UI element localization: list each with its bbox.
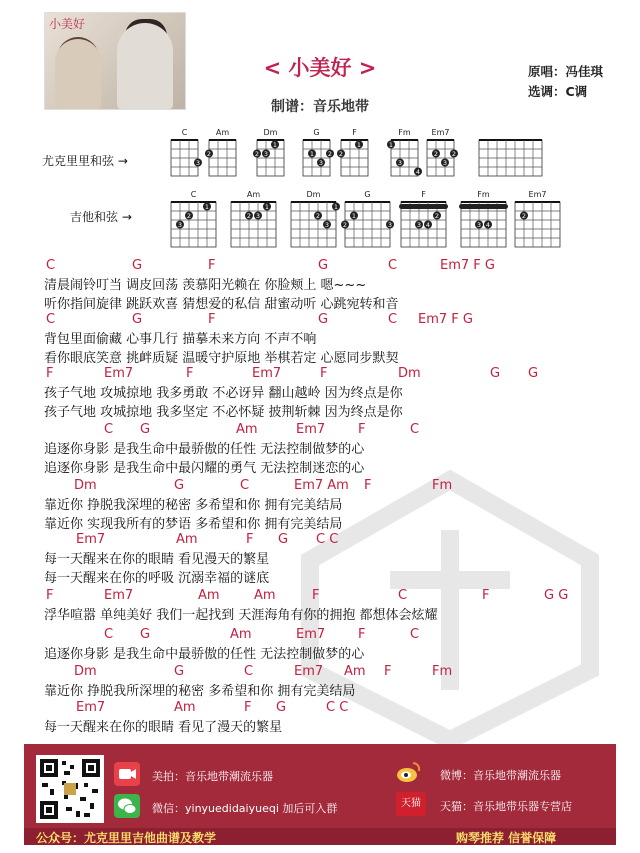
chord-label: Dm	[74, 478, 97, 493]
chord-label: F	[358, 627, 366, 642]
svg-text:3: 3	[177, 221, 183, 230]
chord-name: C	[190, 190, 197, 199]
chord-label: G	[132, 312, 143, 327]
chord-diagram	[226, 200, 281, 249]
chord-diagram	[456, 200, 511, 249]
chord-label: Em7	[296, 422, 326, 437]
chord-label: Dm	[74, 664, 97, 679]
chord-diagram	[286, 200, 341, 249]
guitar-label: 吉他和弦 →	[70, 210, 132, 224]
chord-label: C	[240, 478, 250, 493]
chord-name: Am	[215, 128, 230, 137]
lyric-line: 靠近你 挣脱我深埋的秘密 多希望和你 拥有完美结局	[44, 498, 343, 513]
chord-label: Am	[254, 588, 276, 603]
chord-label: C	[388, 258, 398, 273]
chord-label: Am	[236, 422, 258, 437]
chord-label: G	[140, 627, 151, 642]
chord-name: F	[352, 128, 357, 137]
svg-text:4: 4	[415, 168, 421, 177]
ukulele-chord-g	[298, 128, 335, 178]
chord-label: G	[174, 664, 185, 679]
svg-text:2: 2	[186, 212, 192, 221]
chord-name: C	[181, 128, 188, 137]
finger-dot	[386, 221, 394, 230]
chord-diagram	[340, 200, 395, 249]
svg-text:3: 3	[318, 159, 324, 168]
lyric-line: 追逐你身影 是我生命中最骄傲的任性 无法控制做梦的心	[44, 647, 365, 662]
public-account: 公众号：尤克里里吉他曲谱及教学	[36, 831, 217, 845]
svg-text:2: 2	[338, 150, 344, 159]
chord-diagram	[386, 138, 423, 178]
chord-label: F	[312, 588, 320, 603]
lyric-line: 背包里面偷藏 心事几行 描摹未来方向 不声不响	[44, 332, 317, 347]
tmall-store: 天猫：音乐地带乐器专营店	[440, 800, 572, 813]
chord-name: Em7	[431, 128, 450, 137]
lyric-line: 浮华喧嚣 单纯美好 我们一起找到 天涯海角有你的拥抱 都想体会炫耀	[44, 608, 438, 623]
guitar-chord-g	[340, 190, 395, 249]
chord-label: G	[528, 366, 539, 381]
chord-diagram	[336, 138, 373, 178]
svg-text:2: 2	[206, 150, 212, 159]
chord-label: Em7	[252, 366, 282, 381]
svg-text:3: 3	[195, 159, 201, 168]
svg-text:3: 3	[476, 221, 482, 230]
guitar-chord-fm	[456, 190, 511, 249]
chord-label: Am	[176, 532, 198, 547]
ukulele-chord-blank	[474, 128, 547, 178]
lyric-line: 听你指间旋律 跳跃欢喜 猜想爱的私信 甜蜜动听 心跳宛转和音	[44, 297, 399, 312]
svg-text:3: 3	[442, 159, 448, 168]
ukulele-label: 尤克里里和弦 →	[42, 154, 128, 168]
svg-text:4: 4	[485, 221, 491, 230]
lyric-line: 追逐你身影 是我生命中最闪耀的勇气 无法控制迷恋的心	[44, 461, 365, 476]
chord-name: Dm	[263, 128, 278, 137]
chord-label: F	[482, 588, 490, 603]
chord-name: Fm	[477, 190, 490, 199]
svg-text:2: 2	[342, 221, 348, 230]
chord-label: G	[174, 478, 185, 493]
lyric-line: 清晨闹铃叮当 调皮回荡 羡慕阳光赖在 你脸颊上 嗯~~~	[44, 278, 367, 293]
svg-text:1: 1	[309, 150, 315, 159]
finger-dot	[414, 168, 422, 177]
ukulele-chord-f	[336, 128, 373, 178]
ukulele-chord-c	[166, 128, 203, 178]
svg-text:1: 1	[333, 203, 339, 212]
svg-text:4: 4	[425, 221, 431, 230]
chord-label: C	[410, 627, 420, 642]
meipai-account: 美拍：音乐地带潮流乐器	[152, 770, 273, 783]
chord-label: Fm	[432, 478, 453, 493]
chord-label: Em7	[76, 532, 106, 547]
chord-name: F	[421, 190, 426, 199]
key-signature: 选调：C调	[528, 84, 588, 99]
svg-text:1: 1	[272, 141, 278, 150]
ukulele-chord-fm	[386, 128, 423, 178]
svg-text:2: 2	[254, 150, 260, 159]
weibo-icon	[396, 760, 422, 784]
svg-text:1: 1	[204, 203, 210, 212]
lyric-line: 靠近你 挣脱我所深埋的秘密 多希望和你 拥有完美结局	[44, 684, 356, 699]
chord-label: C	[104, 627, 114, 642]
chord-label: G	[276, 700, 287, 715]
chord-label: Em7	[296, 627, 326, 642]
chord-label: Dm	[398, 366, 421, 381]
svg-text:1: 1	[264, 203, 270, 212]
guitar-chord-am	[226, 190, 281, 249]
finger-dot	[194, 159, 202, 168]
song-title: < 小美好 >	[263, 56, 377, 80]
chord-diagram	[396, 200, 451, 249]
svg-text:2: 2	[315, 212, 321, 221]
chord-name: Am	[246, 190, 261, 199]
wechat-icon	[114, 794, 140, 818]
chord-label: C	[388, 312, 398, 327]
chord-label: Em7	[76, 700, 106, 715]
chord-label: Fm	[432, 664, 453, 679]
chord-label: Em7 F G	[418, 312, 473, 327]
lyric-line: 每一天醒来在你的呼吸 沉溺幸福的谜底	[44, 571, 270, 586]
chord-diagram	[422, 138, 459, 178]
chord-label: Em7 Am	[294, 478, 349, 493]
chord-label: Em7	[104, 588, 134, 603]
svg-text:2: 2	[433, 150, 439, 159]
guitar-chord-em7	[510, 190, 565, 249]
chord-label: C	[244, 664, 254, 679]
chord-label: G	[318, 258, 329, 273]
qr-code[interactable]	[36, 755, 104, 823]
chord-name: G	[364, 190, 371, 199]
chord-name: G	[313, 128, 320, 137]
lyric-line: 看你眼底笑意 挑衅质疑 温暖守护原地 举棋若定 心愿同步默契	[44, 351, 399, 366]
weibo-account: 微博：音乐地带潮流乐器	[440, 769, 561, 782]
meipai-icon	[114, 762, 140, 786]
svg-text:3: 3	[397, 159, 403, 168]
chord-label: Em7	[294, 664, 324, 679]
ukulele-chord-dm	[252, 128, 289, 178]
chord-label: F	[320, 366, 328, 381]
svg-text:1: 1	[356, 141, 362, 150]
chord-label: Em7 F G	[440, 258, 495, 273]
chord-label: C C	[326, 700, 349, 715]
tmall-icon: 天猫	[396, 792, 426, 816]
chord-label: Am	[198, 588, 220, 603]
svg-text:3: 3	[255, 212, 261, 221]
chord-label: F	[358, 422, 366, 437]
chord-diagram	[510, 200, 565, 249]
lyric-line: 靠近你 实现我所有的梦语 多希望和你 拥有完美结局	[44, 517, 343, 532]
chord-label: G G	[544, 588, 569, 603]
finger-dot	[326, 150, 334, 159]
chord-label: F	[208, 312, 216, 327]
svg-text:3: 3	[324, 221, 330, 230]
svg-text:3: 3	[416, 221, 422, 230]
chord-name: Fm	[398, 128, 411, 137]
chord-diagram	[474, 138, 547, 178]
guitar-chord-f	[396, 190, 451, 249]
chord-label: C C	[316, 532, 339, 547]
slogan: 购琴推荐 信誉保障	[456, 831, 557, 845]
svg-text:2: 2	[327, 150, 333, 159]
chord-label: Am	[230, 627, 252, 642]
svg-text:2: 2	[434, 212, 440, 221]
chord-label: C	[410, 422, 420, 437]
album-cover	[44, 12, 186, 110]
chord-label: G	[318, 312, 329, 327]
cover-title: 小美好	[49, 17, 86, 31]
svg-text:2: 2	[246, 212, 252, 221]
chord-label: G	[132, 258, 143, 273]
chord-label: C	[46, 258, 56, 273]
chord-label: C	[398, 588, 408, 603]
lyric-line: 每一天醒来在你的眼睛 看见了漫天的繁星	[44, 720, 283, 735]
chord-label: G	[140, 422, 151, 437]
chord-name: Em7	[528, 190, 547, 199]
chord-label: F	[364, 478, 372, 493]
chord-label: G	[278, 532, 289, 547]
chord-label: F	[244, 700, 252, 715]
chord-label: Am	[174, 700, 196, 715]
svg-text:3: 3	[263, 150, 269, 159]
svg-text:1: 1	[388, 141, 394, 150]
lyric-line: 孩子气地 攻城掠地 我多坚定 不必怀疑 披荆斩棘 因为终点是你	[44, 405, 403, 420]
guitar-chord-c	[166, 190, 221, 249]
ukulele-chord-am	[204, 128, 241, 178]
chord-name: Dm	[306, 190, 321, 199]
transcriber: 制谱：音乐地带	[271, 99, 369, 115]
original-singer: 原唱：冯佳琪	[528, 64, 604, 79]
chord-label: C	[104, 422, 114, 437]
chord-diagram	[298, 138, 335, 178]
finger-dot	[450, 150, 458, 159]
chord-label: Em7	[104, 366, 134, 381]
chord-label: G	[490, 366, 501, 381]
finger-dot	[332, 203, 340, 212]
svg-text:1: 1	[351, 212, 357, 221]
ukulele-chord-em7	[422, 128, 459, 178]
svg-text:2: 2	[521, 212, 527, 221]
lyric-line: 每一天醒来在你的眼睛 看见漫天的繁星	[44, 552, 270, 567]
chord-diagram	[166, 200, 221, 249]
chord-label: C	[46, 312, 56, 327]
chord-label: F	[208, 258, 216, 273]
lyric-line: 孩子气地 攻城掠地 我多勇敢 不必讶异 翻山越岭 因为终点是你	[44, 386, 403, 401]
chord-label: F	[46, 588, 54, 603]
wechat-account: 微信：yinyuedidaiyueqi 加后可入群	[152, 802, 338, 815]
chord-diagram	[166, 138, 203, 178]
chord-label: F	[246, 532, 254, 547]
svg-text:3: 3	[387, 221, 393, 230]
chord-label: F	[46, 366, 54, 381]
chord-label: Am	[344, 664, 366, 679]
chord-diagram	[204, 138, 241, 178]
chord-label: F	[384, 664, 392, 679]
lyric-line: 追逐你身影 是我生命中最骄傲的任性 无法控制做梦的心	[44, 442, 365, 457]
guitar-chord-dm	[286, 190, 341, 249]
chord-label: F	[186, 366, 194, 381]
svg-text:2: 2	[451, 150, 457, 159]
chord-diagram	[252, 138, 289, 178]
